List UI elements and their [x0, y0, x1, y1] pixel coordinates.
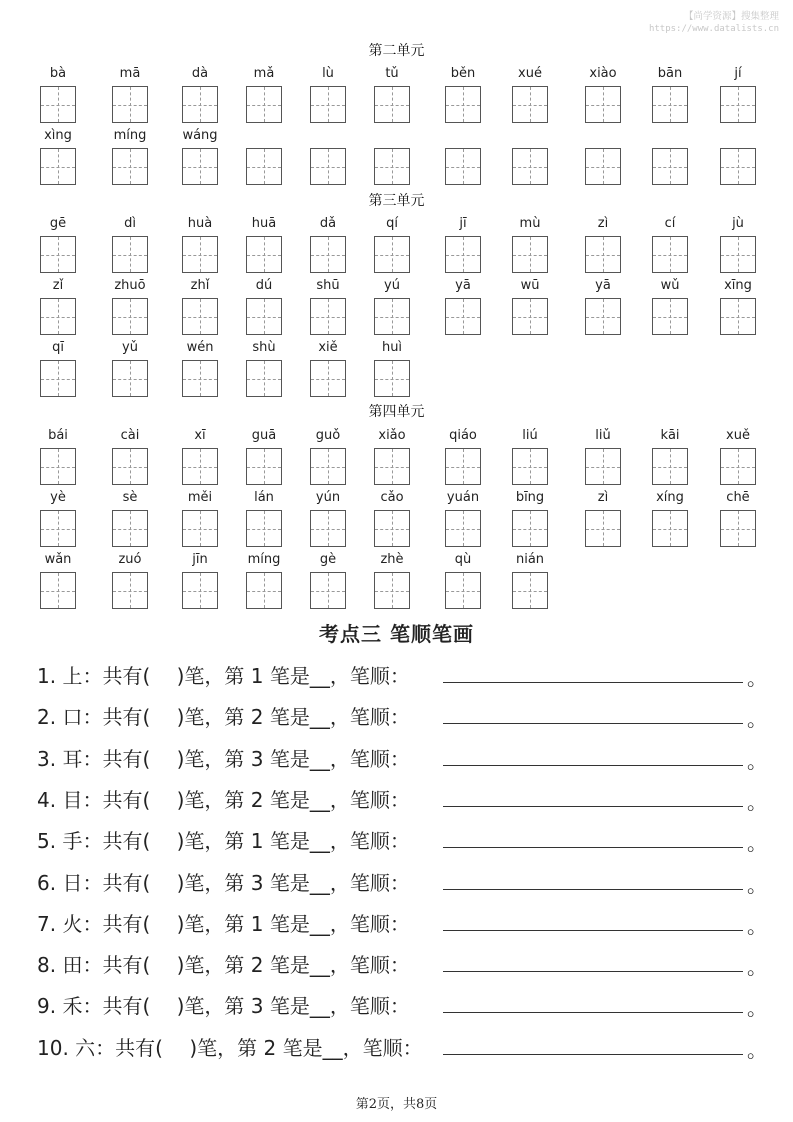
pinyin-label: jí: [734, 66, 742, 81]
writing-cell: [372, 551, 412, 609]
tianzige-box[interactable]: [310, 572, 346, 609]
writing-cell: [372, 427, 412, 485]
writing-cell: [583, 215, 623, 273]
question-item: [37, 867, 767, 897]
question-text: 3. 耳：共有( )笔，第 3 笔是__，笔顺：: [37, 746, 410, 771]
end-mark: 。: [747, 913, 767, 938]
writing-cell: [38, 215, 78, 273]
pinyin-label: shù: [252, 340, 276, 355]
pinyin-label: [650, 127, 690, 144]
tianzige-box[interactable]: [182, 360, 218, 397]
writing-cell: [510, 127, 550, 185]
writing-cell: [180, 489, 220, 547]
tianzige-box[interactable]: [40, 360, 76, 397]
end-mark: 。: [747, 1037, 767, 1062]
question-text: 5. 手：共有( )笔，第 1 笔是__，笔顺：: [37, 829, 410, 854]
writing-cell: [583, 277, 623, 335]
tianzige-box[interactable]: [652, 148, 688, 185]
pinyin-label: bái: [48, 428, 68, 443]
watermark-url: https://www.datalists.cn: [648, 24, 779, 34]
writing-cell: [650, 215, 690, 273]
writing-cell: [38, 489, 78, 547]
pinyin-label: qí: [386, 216, 398, 231]
tianzige-box[interactable]: [445, 572, 481, 609]
pinyin-label: xiǎo: [378, 428, 406, 443]
writing-cell: [110, 551, 150, 609]
pinyin-label: guā: [251, 428, 277, 443]
end-mark: 。: [747, 831, 767, 856]
writing-cell: [244, 339, 284, 397]
writing-cell: [308, 489, 348, 547]
pinyin-label: yǔ: [122, 340, 138, 355]
pinyin-label: [443, 127, 483, 144]
tianzige-box[interactable]: [40, 298, 76, 335]
pinyin-label: [718, 127, 758, 144]
writing-cell: [38, 65, 78, 123]
writing-cell: [510, 277, 550, 335]
tianzige-box[interactable]: [112, 298, 148, 335]
pinyin-label: jīn: [192, 552, 208, 567]
tianzige-box[interactable]: [374, 298, 410, 335]
writing-cell: [510, 65, 550, 123]
pinyin-label: xī: [194, 428, 206, 443]
question-item: [37, 1032, 767, 1062]
writing-cell: [180, 127, 220, 185]
pinyin-label: xīng: [724, 278, 752, 293]
tianzige-box[interactable]: [246, 86, 282, 123]
writing-cell: [372, 489, 412, 547]
pinyin-label: huì: [381, 340, 403, 355]
writing-cell: [244, 215, 284, 273]
tianzige-box[interactable]: [585, 510, 621, 547]
writing-cell: [718, 427, 758, 485]
tianzige-box[interactable]: [374, 510, 410, 547]
pinyin-label: mù: [519, 216, 541, 231]
pinyin-label: měi: [187, 490, 213, 505]
pinyin-label: xiào: [589, 66, 617, 81]
writing-cell: [244, 65, 284, 123]
writing-cell: [110, 427, 150, 485]
pinyin-label: zì: [597, 490, 609, 505]
writing-cell: [583, 427, 623, 485]
writing-cell: [110, 339, 150, 397]
answer-line[interactable]: [443, 847, 743, 848]
tianzige-box[interactable]: [720, 510, 756, 547]
tianzige-box[interactable]: [512, 572, 548, 609]
pinyin-label: zǐ: [52, 278, 64, 293]
end-mark: 。: [747, 955, 767, 980]
pinyin-label: guǒ: [315, 428, 341, 443]
end-mark: 。: [747, 748, 767, 773]
pinyin-label: yú: [384, 278, 400, 293]
tianzige-box[interactable]: [182, 148, 218, 185]
writing-cell: [244, 127, 284, 185]
writing-cell: [180, 551, 220, 609]
answer-line[interactable]: [443, 1012, 743, 1013]
tianzige-box[interactable]: [182, 86, 218, 123]
tianzige-box[interactable]: [310, 148, 346, 185]
tianzige-box[interactable]: [112, 572, 148, 609]
tianzige-box[interactable]: [246, 360, 282, 397]
question-item: [37, 743, 767, 773]
tianzige-box[interactable]: [652, 86, 688, 123]
tianzige-box[interactable]: [310, 236, 346, 273]
writing-cell: [180, 215, 220, 273]
pinyin-label: huā: [251, 216, 277, 231]
pinyin-label: míng: [247, 552, 281, 567]
pinyin-label: wáng: [182, 128, 218, 143]
unit-title: 第三单元: [368, 193, 425, 209]
pinyin-label: cài: [120, 428, 140, 443]
answer-line[interactable]: [443, 930, 743, 931]
end-mark: 。: [747, 789, 767, 814]
tianzige-box[interactable]: [374, 86, 410, 123]
tianzige-box[interactable]: [652, 298, 688, 335]
writing-cell: [180, 339, 220, 397]
tianzige-box[interactable]: [40, 148, 76, 185]
pinyin-label: shū: [316, 278, 340, 293]
page-footer: 第2页，共8页: [355, 1097, 438, 1112]
tianzige-box[interactable]: [246, 298, 282, 335]
tianzige-box[interactable]: [182, 572, 218, 609]
tianzige-box[interactable]: [512, 510, 548, 547]
pinyin-label: wén: [186, 340, 214, 355]
pinyin-label: qiáo: [449, 428, 477, 443]
writing-cell: [650, 427, 690, 485]
pinyin-label: wū: [520, 278, 540, 293]
tianzige-box[interactable]: [112, 236, 148, 273]
pinyin-label: lù: [322, 66, 334, 81]
tianzige-box[interactable]: [512, 86, 548, 123]
tianzige-box[interactable]: [182, 298, 218, 335]
pinyin-label: sè: [122, 490, 138, 505]
pinyin-label: gè: [319, 552, 337, 567]
tianzige-box[interactable]: [585, 298, 621, 335]
writing-cell: [650, 489, 690, 547]
writing-cell: [718, 277, 758, 335]
tianzige-box[interactable]: [720, 86, 756, 123]
tianzige-box[interactable]: [374, 148, 410, 185]
writing-cell: [510, 551, 550, 609]
tianzige-box[interactable]: [246, 448, 282, 485]
pinyin-label: kāi: [660, 428, 680, 443]
question-item: [37, 990, 767, 1020]
writing-cell: [718, 489, 758, 547]
writing-cell: [110, 127, 150, 185]
tianzige-box[interactable]: [310, 510, 346, 547]
tianzige-box[interactable]: [310, 448, 346, 485]
pinyin-label: jù: [732, 216, 744, 231]
pinyin-label: zuó: [118, 552, 142, 567]
pinyin-label: liǔ: [595, 428, 611, 443]
tianzige-box[interactable]: [512, 236, 548, 273]
pinyin-label: liú: [522, 428, 538, 443]
tianzige-box[interactable]: [374, 572, 410, 609]
end-mark: 。: [747, 707, 767, 732]
tianzige-box[interactable]: [374, 448, 410, 485]
question-text: 9. 禾：共有( )笔，第 3 笔是__，笔顺：: [37, 994, 410, 1019]
pinyin-label: cǎo: [380, 490, 404, 505]
question-text: 1. 上：共有( )笔，第 1 笔是__，笔顺：: [37, 664, 410, 688]
pinyin-label: dì: [124, 216, 136, 231]
writing-cell: [372, 65, 412, 123]
pinyin-label: xiě: [318, 340, 338, 355]
writing-cell: [180, 277, 220, 335]
pinyin-label: míng: [113, 128, 147, 143]
writing-cell: [372, 277, 412, 335]
pinyin-label: zì: [597, 216, 609, 231]
writing-cell: [583, 65, 623, 123]
tianzige-box[interactable]: [182, 510, 218, 547]
pinyin-label: zhè: [380, 552, 404, 567]
question-text: 10. 六：共有( )笔，第 2 笔是__，笔顺：: [37, 1035, 423, 1060]
tianzige-box[interactable]: [585, 236, 621, 273]
answer-line[interactable]: [443, 971, 743, 972]
writing-cell: [308, 277, 348, 335]
writing-cell: [443, 65, 483, 123]
pinyin-label: bīng: [515, 490, 545, 505]
pinyin-label: qù: [454, 552, 472, 567]
writing-cell: [583, 127, 623, 185]
pinyin-label: wǔ: [660, 278, 680, 293]
writing-cell: [443, 551, 483, 609]
tianzige-box[interactable]: [512, 448, 548, 485]
tianzige-box[interactable]: [40, 448, 76, 485]
answer-line[interactable]: [443, 806, 743, 807]
question-text: 6. 日：共有( )笔，第 3 笔是__，笔顺：: [37, 870, 410, 895]
tianzige-box[interactable]: [246, 510, 282, 547]
pinyin-label: mā: [119, 66, 141, 81]
answer-line[interactable]: [443, 723, 743, 724]
writing-cell: [308, 127, 348, 185]
writing-cell: [718, 65, 758, 123]
writing-cell: [510, 489, 550, 547]
writing-cell: [244, 277, 284, 335]
pinyin-label: zhuō: [114, 278, 146, 293]
writing-cell: [650, 277, 690, 335]
question-item: [37, 908, 767, 938]
writing-cell: [443, 127, 483, 185]
answer-line[interactable]: [443, 765, 743, 766]
writing-cell: [372, 215, 412, 273]
unit-title: 第二单元: [368, 43, 425, 59]
question-text: 8. 田：共有( )笔，第 2 笔是__，笔顺：: [37, 953, 410, 978]
answer-line[interactable]: [443, 889, 743, 890]
writing-cell: [650, 127, 690, 185]
tianzige-box[interactable]: [652, 236, 688, 273]
writing-cell: [38, 427, 78, 485]
pinyin-label: xué: [518, 66, 542, 81]
pinyin-label: [510, 127, 550, 144]
pinyin-label: xíng: [656, 490, 684, 505]
tianzige-box[interactable]: [720, 236, 756, 273]
tianzige-box[interactable]: [40, 236, 76, 273]
pinyin-label: tǔ: [385, 66, 399, 81]
tianzige-box[interactable]: [112, 510, 148, 547]
pinyin-label: yún: [315, 490, 341, 505]
pinyin-label: huà: [187, 216, 213, 231]
tianzige-box[interactable]: [40, 572, 76, 609]
tianzige-box[interactable]: [445, 510, 481, 547]
writing-cell: [110, 489, 150, 547]
pinyin-label: cí: [664, 216, 676, 231]
pinyin-label: [583, 127, 623, 144]
watermark: [649, 10, 779, 36]
writing-cell: [180, 427, 220, 485]
pinyin-label: yā: [455, 278, 471, 293]
tianzige-box[interactable]: [112, 148, 148, 185]
tianzige-box[interactable]: [374, 236, 410, 273]
pinyin-label: nián: [515, 552, 545, 567]
pinyin-label: [308, 127, 348, 144]
tianzige-box[interactable]: [112, 448, 148, 485]
pinyin-label: qī: [52, 340, 64, 355]
writing-cell: [372, 339, 412, 397]
pinyin-label: chē: [726, 490, 750, 505]
pinyin-label: běn: [450, 66, 476, 81]
tianzige-box[interactable]: [652, 448, 688, 485]
writing-cell: [110, 65, 150, 123]
writing-cell: [244, 551, 284, 609]
tianzige-box[interactable]: [585, 448, 621, 485]
writing-cell: [718, 215, 758, 273]
tianzige-box[interactable]: [585, 86, 621, 123]
tianzige-box[interactable]: [40, 510, 76, 547]
tianzige-box[interactable]: [182, 236, 218, 273]
pinyin-label: gē: [49, 216, 67, 231]
pinyin-label: [372, 127, 412, 144]
unit-title: 第四单元: [368, 404, 425, 420]
tianzige-box[interactable]: [310, 360, 346, 397]
tianzige-box[interactable]: [720, 298, 756, 335]
question-text: 2. 口：共有( )笔，第 2 笔是__，笔顺：: [37, 705, 410, 730]
writing-cell: [110, 215, 150, 273]
writing-cell: [38, 127, 78, 185]
writing-cell: [308, 427, 348, 485]
writing-cell: [583, 489, 623, 547]
end-mark: 。: [747, 872, 767, 897]
pinyin-label: [244, 127, 284, 144]
tianzige-box[interactable]: [445, 298, 481, 335]
tianzige-box[interactable]: [112, 86, 148, 123]
watermark-text: 【尚学资源】搜集整理: [683, 11, 779, 22]
question-text: 4. 目：共有( )笔，第 2 笔是__，笔顺：: [37, 787, 410, 812]
writing-cell: [308, 215, 348, 273]
tianzige-box[interactable]: [112, 360, 148, 397]
pinyin-label: yā: [595, 278, 611, 293]
pinyin-label: bà: [49, 66, 67, 81]
writing-cell: [308, 339, 348, 397]
tianzige-box[interactable]: [246, 148, 282, 185]
writing-cell: [308, 551, 348, 609]
pinyin-label: lán: [254, 490, 274, 505]
answer-line[interactable]: [443, 682, 743, 683]
writing-cell: [372, 127, 412, 185]
writing-cell: [443, 277, 483, 335]
question-item: [37, 784, 767, 814]
pinyin-label: wǎn: [44, 552, 72, 567]
pinyin-label: dà: [191, 66, 209, 81]
question-item: [37, 949, 767, 979]
tianzige-box[interactable]: [652, 510, 688, 547]
pinyin-label: yè: [50, 490, 66, 505]
tianzige-box[interactable]: [445, 448, 481, 485]
pinyin-label: xuě: [726, 428, 750, 443]
pinyin-label: dú: [255, 278, 273, 293]
writing-cell: [244, 427, 284, 485]
tianzige-box[interactable]: [310, 298, 346, 335]
tianzige-box[interactable]: [585, 148, 621, 185]
end-mark: 。: [747, 996, 767, 1021]
section-title: 考点三 笔顺笔画: [319, 622, 474, 646]
pinyin-label: bān: [657, 66, 683, 81]
writing-cell: [308, 65, 348, 123]
tianzige-box[interactable]: [445, 236, 481, 273]
tianzige-box[interactable]: [445, 86, 481, 123]
tianzige-box[interactable]: [445, 148, 481, 185]
tianzige-box[interactable]: [246, 572, 282, 609]
tianzige-box[interactable]: [310, 86, 346, 123]
question-text: 7. 火：共有( )笔，第 1 笔是__，笔顺：: [37, 911, 410, 936]
tianzige-box[interactable]: [182, 448, 218, 485]
tianzige-box[interactable]: [40, 86, 76, 123]
tianzige-box[interactable]: [374, 360, 410, 397]
end-mark: 。: [747, 666, 767, 690]
tianzige-box[interactable]: [246, 236, 282, 273]
writing-cell: [110, 277, 150, 335]
writing-cell: [510, 427, 550, 485]
question-item: [37, 660, 767, 690]
writing-cell: [510, 215, 550, 273]
writing-cell: [650, 65, 690, 123]
writing-cell: [38, 551, 78, 609]
tianzige-box[interactable]: [720, 448, 756, 485]
answer-line[interactable]: [443, 1054, 743, 1055]
writing-cell: [443, 489, 483, 547]
writing-cell: [244, 489, 284, 547]
tianzige-box[interactable]: [512, 148, 548, 185]
writing-cell: [38, 277, 78, 335]
writing-cell: [38, 339, 78, 397]
pinyin-label: dǎ: [319, 216, 337, 231]
tianzige-box[interactable]: [720, 148, 756, 185]
question-item: [37, 825, 767, 855]
writing-cell: [718, 127, 758, 185]
writing-cell: [443, 215, 483, 273]
writing-cell: [180, 65, 220, 123]
pinyin-label: zhǐ: [190, 278, 210, 293]
question-item: [37, 701, 767, 731]
pinyin-label: xìng: [44, 128, 72, 143]
pinyin-label: mǎ: [253, 66, 275, 81]
tianzige-box[interactable]: [512, 298, 548, 335]
pinyin-label: yuán: [446, 490, 480, 505]
pinyin-label: jī: [459, 216, 467, 231]
writing-cell: [443, 427, 483, 485]
